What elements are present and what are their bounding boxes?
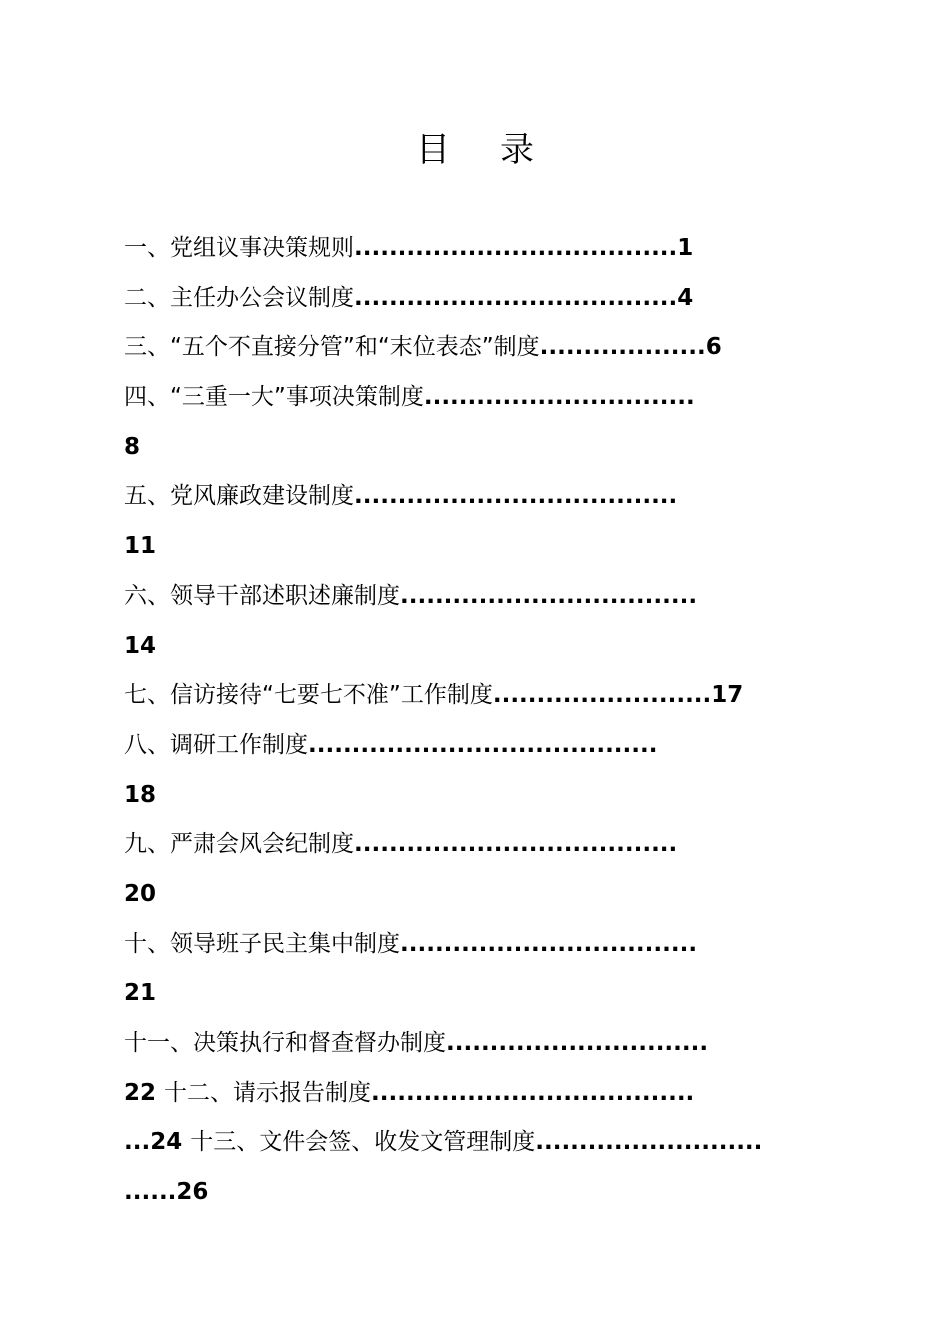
toc-entry-label: 四、“三重一大”事项决策制度	[124, 384, 424, 411]
toc-entry-label: 十、领导班子民主集中制度	[124, 930, 400, 957]
toc-line	[124, 1118, 840, 1168]
toc-line	[124, 870, 840, 920]
toc-leader: .....................................	[354, 284, 678, 311]
toc-leader: ..........................	[535, 1129, 763, 1156]
toc-page-number: 11	[124, 533, 157, 560]
toc-leader: ..............................	[446, 1030, 709, 1056]
toc-line	[124, 1019, 840, 1069]
toc-leader: .....................................	[371, 1079, 695, 1106]
toc-line	[124, 224, 840, 274]
toc-entry-label: 六、领导干部述职述廉制度	[124, 582, 400, 609]
toc-line	[124, 323, 840, 373]
toc-entry-label: 八、调研工作制度	[124, 731, 308, 758]
toc-line	[124, 423, 840, 473]
toc-page-number: 6	[705, 334, 722, 361]
table-of-contents	[124, 224, 840, 1218]
toc-line	[124, 920, 840, 970]
toc-line	[124, 1069, 840, 1119]
toc-line	[124, 373, 840, 423]
toc-line	[124, 1168, 840, 1218]
toc-entry-label: 十一、决策执行和督查督办制度	[124, 1030, 446, 1056]
toc-page-number: 4	[677, 284, 694, 311]
toc-entry-label: 三、“五个不直接分管”和“末位表态”制度	[124, 334, 540, 361]
toc-line	[124, 771, 840, 821]
toc-leader: ...................	[539, 334, 706, 361]
toc-leader: ..................................	[400, 582, 698, 609]
title-char-1: 目	[416, 130, 450, 170]
toc-entry-label: 七、信访接待“七要七不准”工作制度	[124, 682, 493, 709]
toc-leader: ...............................	[423, 384, 695, 411]
toc-page-number: 14	[124, 632, 157, 659]
toc-leader: ..................................	[400, 930, 698, 957]
toc-leader: .....................................	[354, 831, 678, 858]
toc-page-number: 21	[124, 980, 157, 1007]
toc-line	[124, 472, 840, 522]
toc-entry-label: 九、严肃会风会纪制度	[124, 831, 354, 858]
toc-line	[124, 969, 840, 1019]
toc-line	[124, 671, 840, 721]
toc-line	[124, 274, 840, 324]
toc-entry-label: 一、党组议事决策规则	[124, 235, 354, 261]
toc-page-number: 8	[124, 433, 141, 460]
toc-entry-label: 五、党风廉政建设制度	[124, 483, 354, 510]
toc-line	[124, 622, 840, 672]
title-char-2: 录	[500, 130, 534, 170]
toc-leader: ........................................	[308, 731, 658, 758]
toc-line	[124, 572, 840, 622]
toc-page-number: ......26	[124, 1179, 209, 1206]
toc-page-number: 18	[124, 781, 157, 808]
toc-entry-label: 十三、文件会签、收发文管理制度	[190, 1129, 536, 1156]
toc-leader: .....................................	[354, 483, 678, 510]
toc-line	[124, 820, 840, 870]
toc-line	[124, 721, 840, 771]
toc-page-number: 1	[677, 235, 694, 261]
toc-page-number: 20	[124, 880, 157, 907]
toc-entry-label: 十二、请示报告制度	[164, 1079, 372, 1106]
toc-page-number-prefix: ...24	[124, 1129, 191, 1156]
toc-entry-label: 二、主任办公会议制度	[124, 284, 354, 311]
page-title	[0, 124, 950, 176]
toc-line	[124, 522, 840, 572]
toc-leader: .........................	[492, 682, 712, 709]
toc-page-number-prefix: 22	[124, 1079, 165, 1106]
toc-page-number: 17	[711, 682, 744, 709]
toc-leader: .....................................	[354, 235, 678, 261]
